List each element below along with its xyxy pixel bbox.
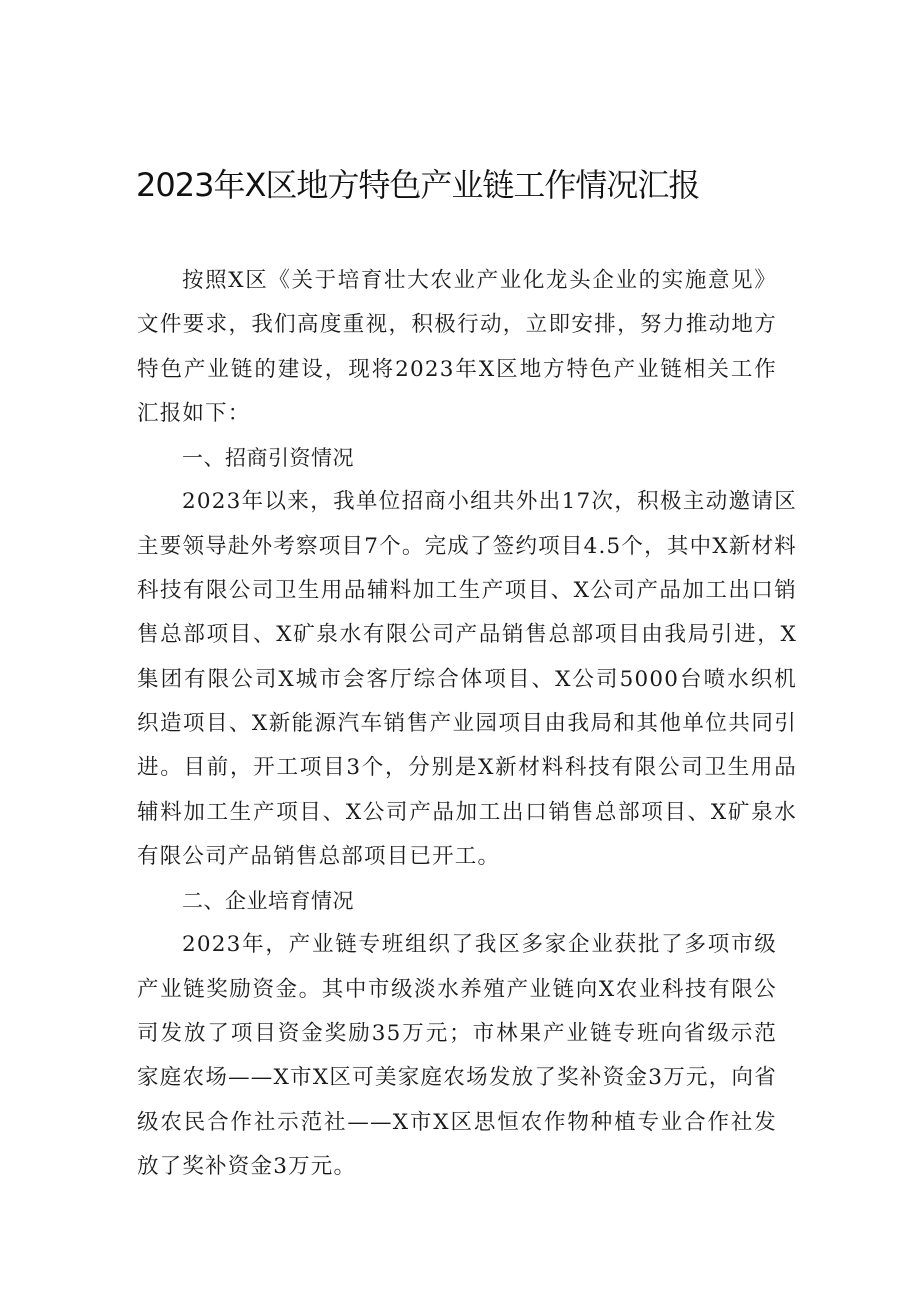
- section-heading-enterprise: 二、企业培育情况: [182, 889, 354, 914]
- document-body: [137, 259, 797, 1189]
- section-heading-investment: 一、招商引资情况: [182, 446, 354, 471]
- document-title: 2023年X区地方特色产业链工作情况汇报: [136, 166, 700, 204]
- section-body-enterprise: 2023年，产业链专班组织了我区多家企业获批了多项市级产业链奖励资金。其中市级淡水养殖产业链向X农业科技有限公司发放了项目资金奖励35万元；市林果产业链专班向省级示范家庭农场——X市X区可美家庭农场发放了奖补资金3万元，向省级农民合作社示范社——X市X区思恒农作物种植专业合作社发放了奖补资金3万元。: [137, 932, 777, 1179]
- section-body-investment: 2023年以来，我单位招商小组共外出17次，积极主动邀请区主要领导赴外考察项目7个。完成了签约项目4.5个，其中X新材料科技有限公司卫生用品辅料加工生产项目、X公司产品加工出口销售总部项目、X矿泉水有限公司产品销售总部项目由我局引进，X集团有限公司X城市会客厅综合体项目、X公司5000台喷水织机织造项目、X新能源汽车销售产业园项目由我局和其他单位共同引进。目前，开工项目3个，分别是X新材料科技有限公司卫生用品辅料加工生产项目、X公司产品加工出口销售总部项目、X矿泉水有限公司产品销售总部项目已开工。: [137, 489, 797, 869]
- intro-paragraph: 按照X区《关于培育壮大农业产业化龙头企业的实施意见》文件要求，我们高度重视，积极行动，立即安排，努力推动地方特色产业链的建设，现将2023年X区地方特色产业链相关工作汇报如下：: [137, 268, 777, 426]
